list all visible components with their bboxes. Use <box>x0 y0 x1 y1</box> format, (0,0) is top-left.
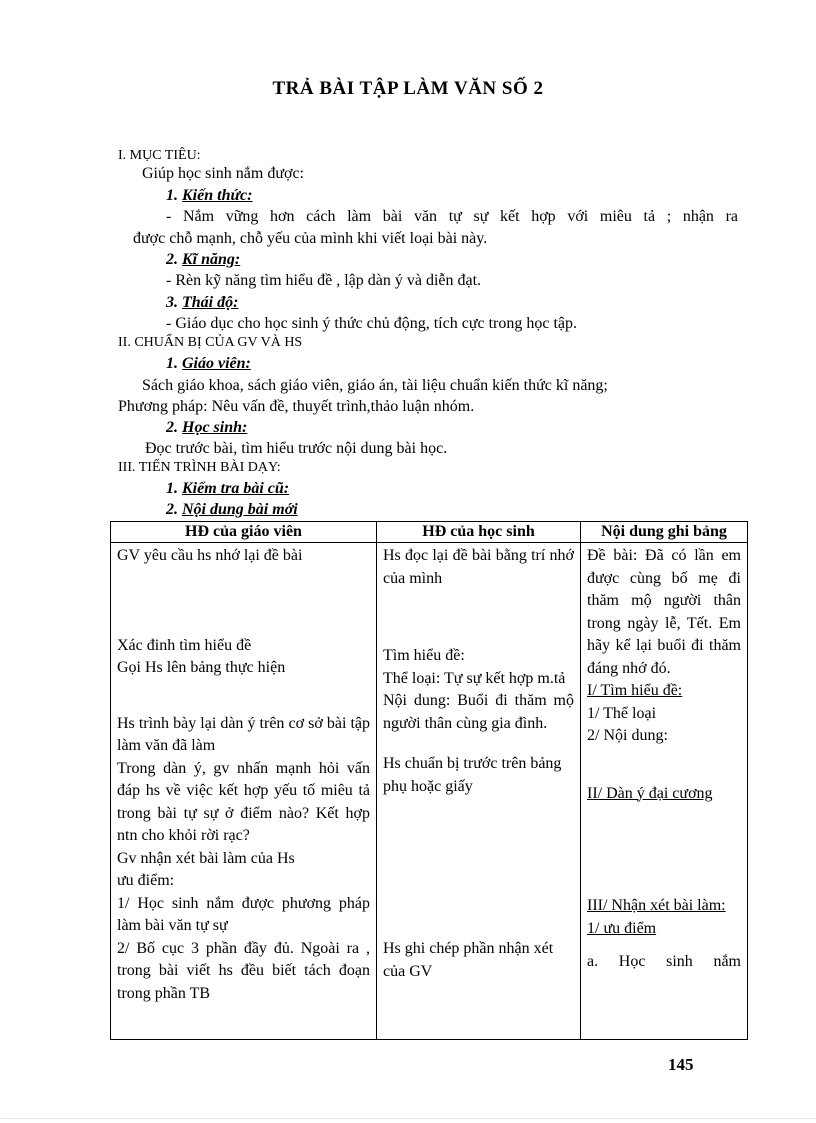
skills-line-1: - Rèn kỹ năng tìm hiểu đề , lập dàn ý và diễn đạt. <box>166 272 482 289</box>
page-title: TRẢ BÀI TẬP LÀM VĂN SỐ 2 <box>272 78 544 99</box>
teacher-step-board: Gọi Hs lên bảng thực hiện <box>117 659 286 676</box>
new-lesson-label: Nội dung bài mới <box>182 501 298 518</box>
teacher-step-outline: Hs trình bày lại dàn ý trên cơ sở bài tập làm văn đã làm <box>117 714 370 754</box>
student-heading <box>166 418 247 438</box>
section-3-heading: III. TIẾN TRÌNH BÀI DẠY: <box>118 460 281 475</box>
new-lesson-heading <box>166 500 298 520</box>
student-content: Nội dung: Buổi đi thăm mộ người thân cùng gia đình. <box>383 692 574 732</box>
skills-label: Kĩ năng: <box>182 251 241 268</box>
board-strengths-heading: 1/ ưu điểm <box>587 919 657 937</box>
teacher-number: 1. <box>166 355 178 372</box>
knowledge-heading <box>166 186 252 206</box>
skills-heading <box>166 250 240 270</box>
student-step-analyze: Tìm hiểu đề: <box>383 647 465 664</box>
student-step-recall: Hs đọc lại đề bài bằng trí nhớ của mình <box>383 547 574 587</box>
teacher-line-1: Sách giáo khoa, sách giáo viên, giáo án, tài liệu chuẩn kiến thức kĩ năng; <box>142 377 608 394</box>
teacher-heading <box>166 354 251 374</box>
board-analyze-heading: I/ Tìm hiểu đề: <box>587 682 683 699</box>
board-strength-1: a. Học sinh nắm <box>587 953 741 970</box>
teacher-step-feedback: Gv nhận xét bài làm của Hs <box>117 849 295 867</box>
review-number: 1. <box>166 480 178 497</box>
new-lesson-number: 2. <box>166 501 178 518</box>
knowledge-number: 1. <box>166 187 178 204</box>
board-feedback-heading: III/ Nhận xét bài làm: <box>587 897 726 914</box>
board-prompt: Đề bài: Đã có lần em được cùng bố mẹ đi thăm mộ người thân trong ngày lễ, Tết. Em hãy kể lại buổi đi thăm đáng nhớ đó. <box>587 547 741 677</box>
knowledge-line-1: - Nắm vững hơn cách làm bài văn tự sự kết hợp với miêu tả ; nhận ra <box>166 208 738 225</box>
table-row <box>111 543 748 1040</box>
student-label: Học sinh: <box>182 419 248 436</box>
teacher-strength-1: 1/ Học sinh nắm được phương pháp làm bài văn tự sự <box>117 894 370 934</box>
review-label: Kiểm tra bài cũ: <box>182 480 290 497</box>
section-1-heading: I. MỤC TIÊU: <box>118 148 201 163</box>
attitude-line-1: - Giáo dục cho học sinh ý thức chủ động, tích cực trong học tập. <box>166 315 578 332</box>
board-content-cell <box>581 543 748 1040</box>
student-activity-cell <box>377 543 581 1040</box>
board-outline-heading: II/ Dàn ý đại cương <box>587 784 713 802</box>
attitude-label: Thái độ: <box>182 294 239 311</box>
header-student-activity: HĐ của học sinh <box>377 522 581 543</box>
board-genre: 1/ Thể loại <box>587 704 657 722</box>
knowledge-label: Kiến thức: <box>182 187 253 204</box>
header-board-content: Nội dung ghi bảng <box>581 522 748 543</box>
teacher-activity-cell <box>111 543 377 1040</box>
teacher-label: Giáo viên: <box>182 355 251 372</box>
teacher-step-identify: Xác đinh tìm hiểu đề <box>117 636 252 654</box>
section-1-intro: Giúp học sinh nắm được: <box>142 165 304 182</box>
review-heading <box>166 479 289 499</box>
table-header-row <box>111 522 748 543</box>
student-genre: Thể loại: Tự sự kết hợp m.tả <box>383 669 566 687</box>
lesson-table <box>110 521 748 1040</box>
knowledge-line-2: được chỗ mạnh, chỗ yếu của mình khi viết loại bài này. <box>133 230 488 247</box>
teacher-step-strengths: ưu điểm: <box>117 872 175 889</box>
attitude-heading <box>166 293 238 313</box>
page-number: 145 <box>668 1055 694 1074</box>
teacher-step-recall: GV yêu cầu hs nhớ lại đề bài <box>117 547 303 564</box>
section-2-heading: II. CHUẨN BỊ CỦA GV VÀ HS <box>118 335 303 350</box>
student-step-notes: Hs ghi chép phần nhận xét của GV <box>383 940 554 980</box>
board-content: 2/ Nội dung: <box>587 727 668 744</box>
teacher-strength-2: 2/ Bố cục 3 phần đầy đủ. Ngoài ra , trong bài viết hs đều biết tách đoạn trong phần TB <box>117 939 370 1002</box>
student-number: 2. <box>166 419 178 436</box>
teacher-step-question: Trong dàn ý, gv nhấn mạnh hỏi vấn đáp hs về việc kết hợp yếu tố miêu tả trong bài tự sự ở điểm nào? Kết hợp ntn cho khỏi rời rạc? <box>117 759 370 844</box>
page-bottom-divider <box>0 1118 816 1119</box>
teacher-line-2: Phương pháp: Nêu vấn đề, thuyết trình,thảo luận nhóm. <box>118 398 475 415</box>
student-step-prepare: Hs chuẩn bị trước trên bảng phụ hoặc giấy <box>383 755 562 795</box>
student-line-1: Đọc trước bài, tìm hiểu trước nội dung bài học. <box>145 440 448 457</box>
skills-number: 2. <box>166 251 178 268</box>
attitude-number: 3. <box>166 294 178 311</box>
header-teacher-activity: HĐ của giáo viên <box>111 522 377 543</box>
